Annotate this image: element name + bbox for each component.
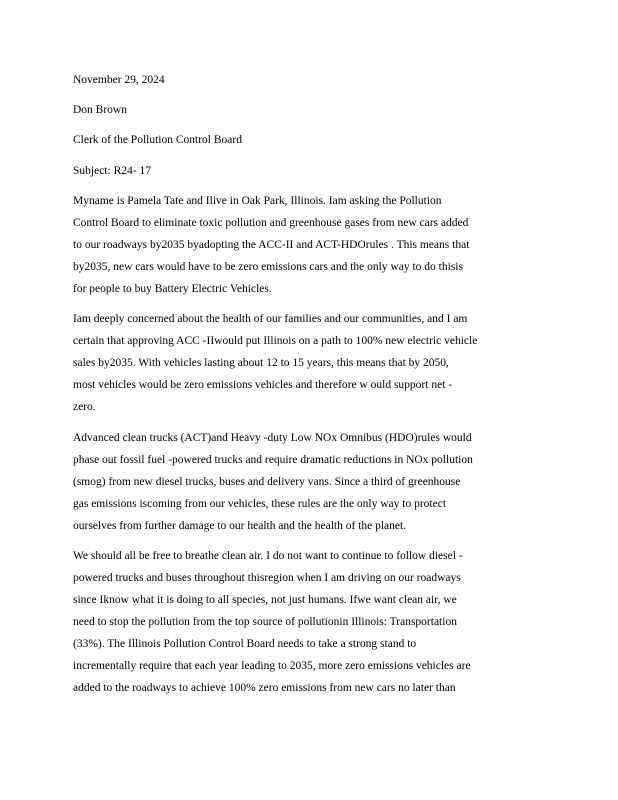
recipient-title: Clerk of the Pollution Control Board bbox=[73, 134, 242, 146]
subject-line: Subject: R24- 17 bbox=[73, 165, 151, 177]
paragraph-intro: Myname is Pamela Tate and Ilive in Oak Park, Illinois. Iam asking the Pollution Control Board to eliminate toxic pollution and greenhouse gases from new cars added to our roadways by2035 byadopting the ACC-II and ACT-HDOrules . This means that by2035, new cars would have to be zero emissions cars and the only way to do thisis for people to buy Battery Electric Vehicles. bbox=[73, 195, 470, 295]
paragraph-concern: Iam deeply concerned about the health of our families and our communities, and I am certain that approving ACC -IIwould put Illinois on a path to 100% new electric vehicle sales by2035. With vehicles lasting about 12 to 15 years, this means that by 2050, most vehicles would be zero emissions vehicles and therefore w ould support net - zero. bbox=[73, 313, 478, 413]
recipient-name: Don Brown bbox=[73, 104, 127, 116]
paragraph-clean-air: We should all be free to breathe clean air. I do not want to continue to follow diesel - powered trucks and buses throughout thisregion when I am driving on our roadways since Iknow what it is doing to all species, not just humans. Ifwe want clean air, we need to stop the pollution from the top source of pollutionin Illinois: Transportation (33%). The Illinois Pollution Control Board needs to take a strong stand to incrementally require that each year leading to 2035, more zero emissions vehicles are added to the roadways to achieve 100% zero emissions from new cars no later than bbox=[73, 550, 471, 694]
paragraph-trucks: Advanced clean trucks (ACT)and Heavy -duty Low NOx Omnibus (HDO)rules would phase out fossil fuel -powered trucks and require dramatic reductions in NOx pollution (smog) from new diesel trucks, buses and delivery vans. Since a third of greenhouse gas emissions iscoming from our vehicles, these rules are the only way to protect ourselves from further damage to our health and the health of the planet. bbox=[73, 432, 473, 532]
letter-date: November 29, 2024 bbox=[73, 74, 165, 86]
